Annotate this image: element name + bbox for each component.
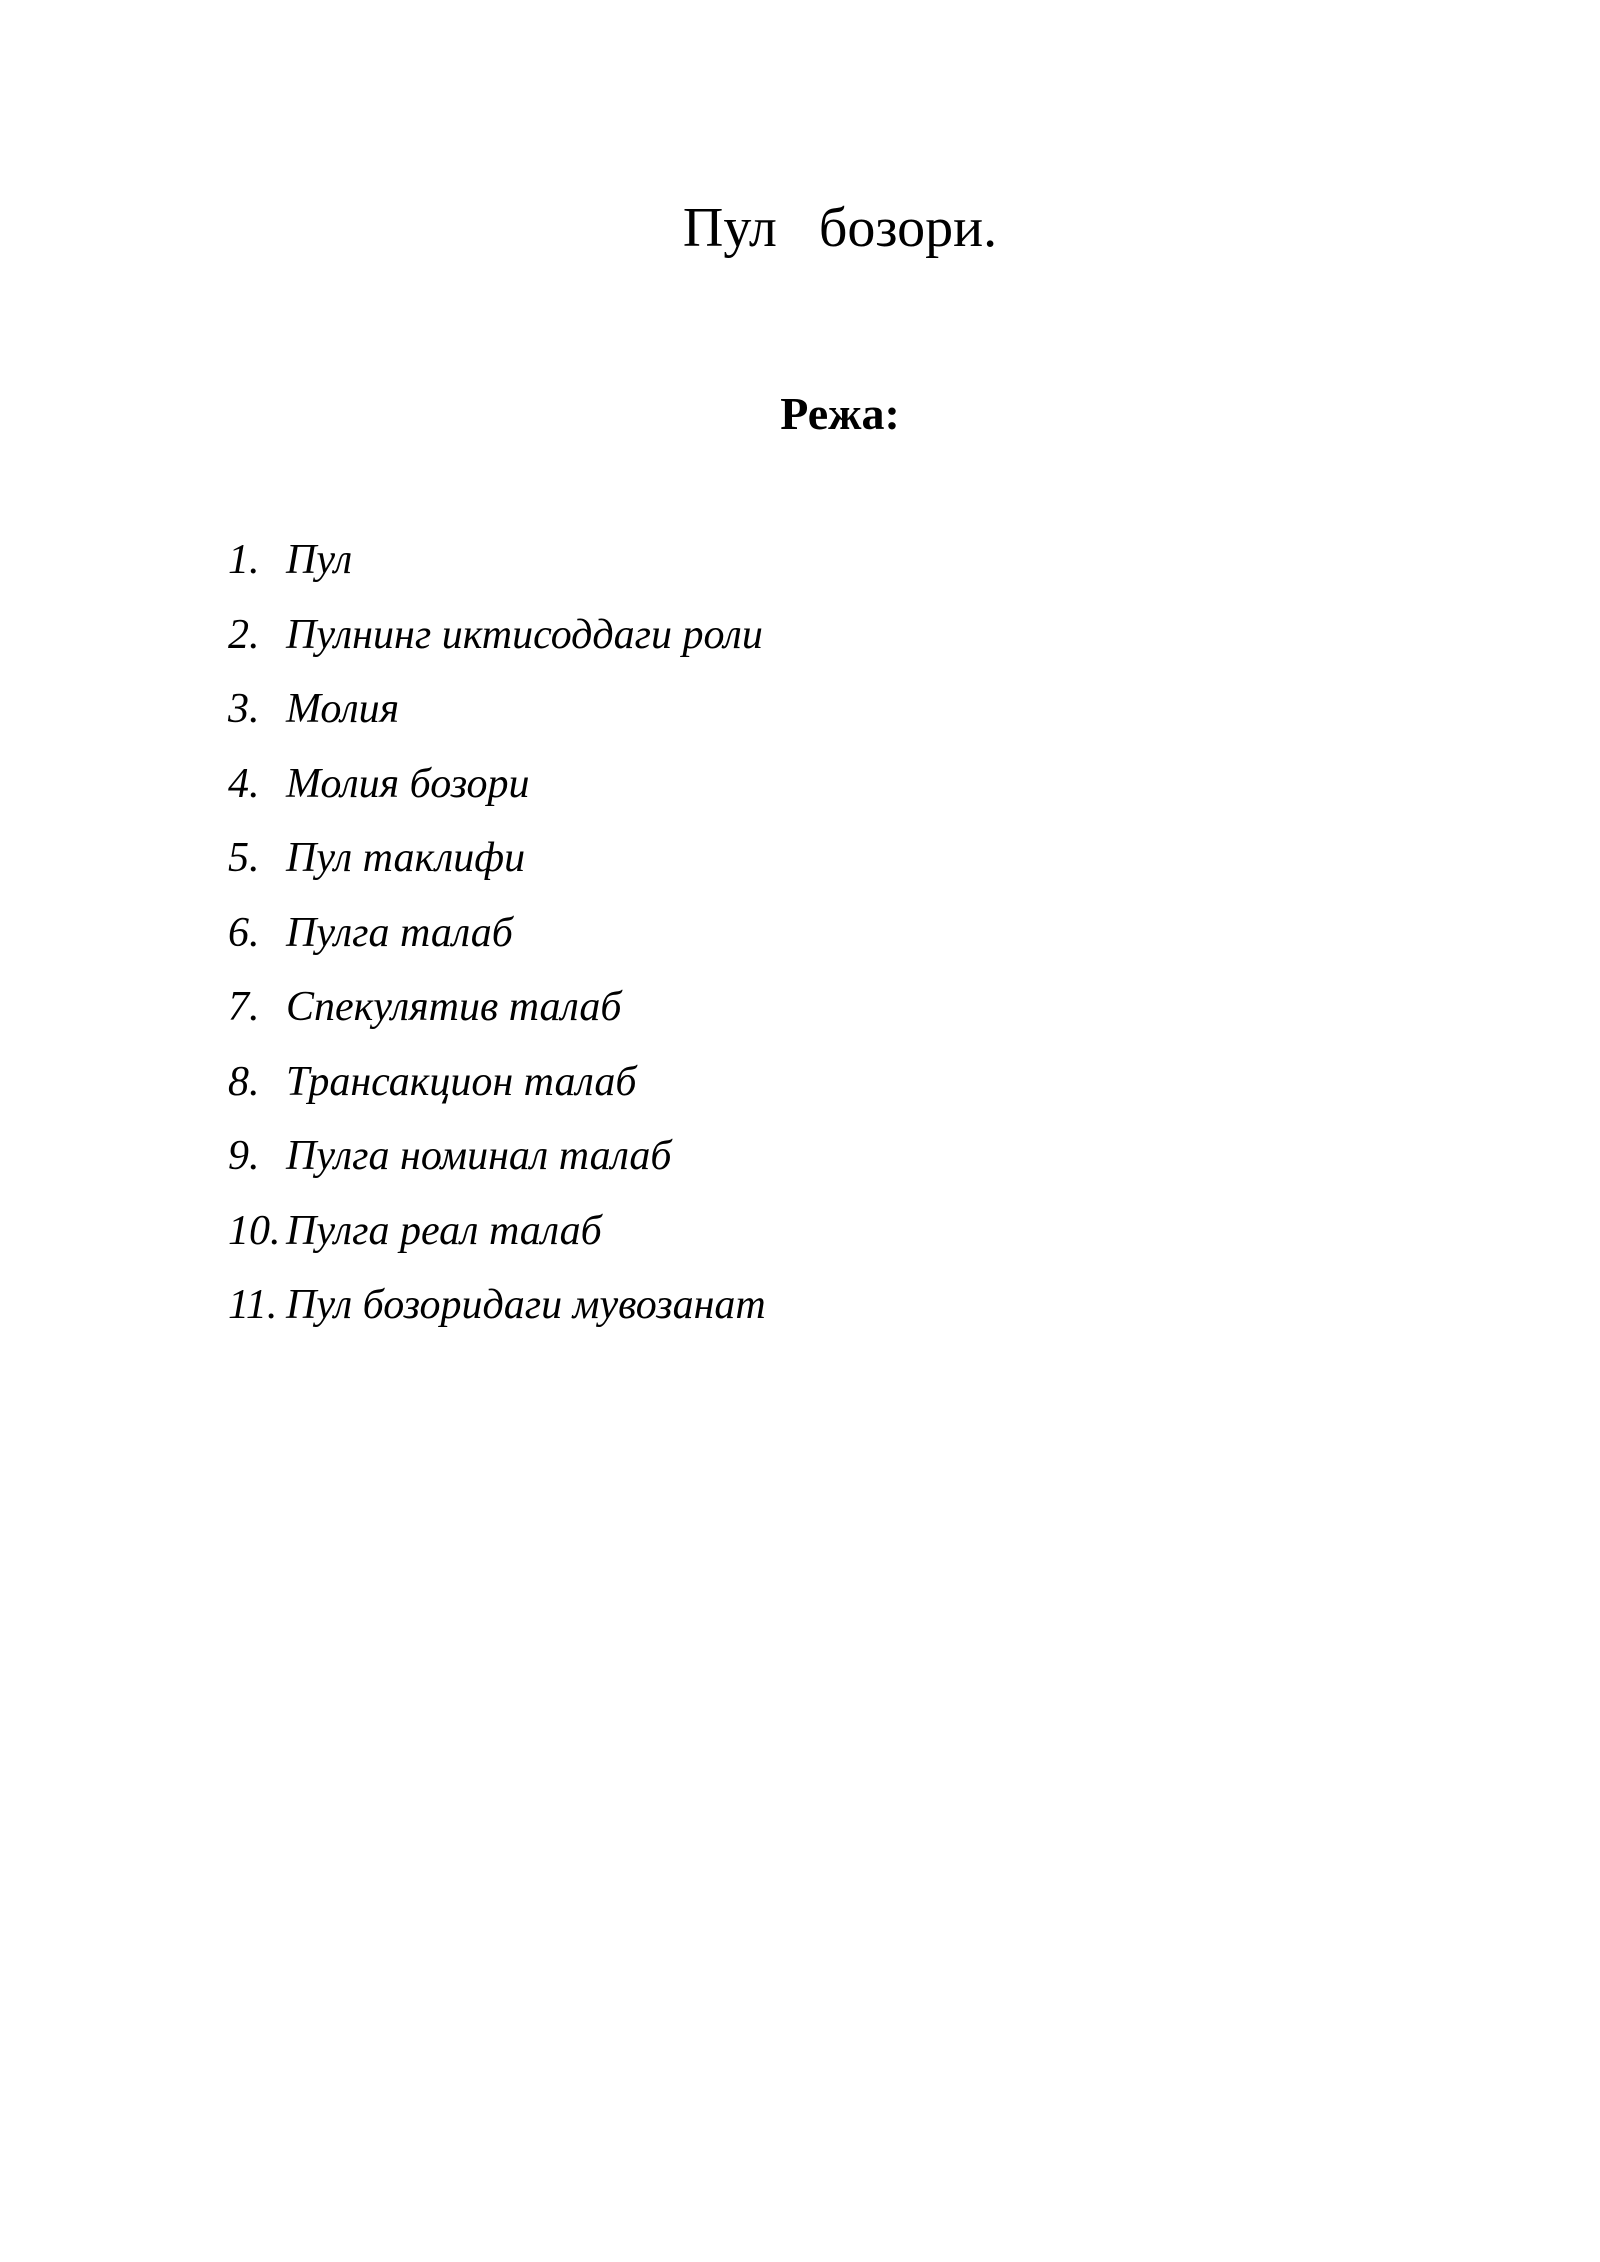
list-item (228, 1201, 766, 1276)
list-item-number: 8. (228, 1058, 260, 1105)
list-item (228, 679, 766, 754)
list-item-number: 10. (228, 1207, 281, 1254)
list-item (228, 1126, 766, 1201)
list-item (228, 530, 766, 605)
list-item-text: Пулга реал талаб (286, 1207, 602, 1254)
list-item-text: Пулга талаб (286, 909, 513, 956)
list-item-text: Трансакцион талаб (286, 1058, 637, 1105)
list-item-text: Молия (286, 686, 400, 732)
list-item-number: 1. (228, 537, 260, 583)
list-item-text: Пул таклифи (286, 835, 526, 881)
list-item-number: 4. (228, 760, 260, 807)
list-item (228, 605, 766, 680)
plan-list (228, 530, 766, 1350)
list-item-number: 9. (228, 1133, 260, 1179)
list-item (228, 828, 766, 903)
list-item-text: Молия бозори (286, 760, 530, 807)
list-item-number: 6. (228, 909, 260, 956)
list-item-number: 5. (228, 835, 260, 881)
list-item-text: Пул (286, 537, 353, 583)
list-item-text: Пулга номинал талаб (286, 1133, 672, 1179)
list-item (228, 754, 766, 829)
plan-heading: Режа: (780, 388, 900, 439)
list-item-number: 2. (228, 611, 260, 658)
list-item (228, 977, 766, 1052)
document-title: Пул бозори. (682, 197, 998, 259)
list-item-text: Спекулятив талаб (286, 984, 622, 1030)
list-item-text: Пулнинг иктисоддаги роли (286, 611, 763, 658)
list-item-text: Пул бозоридаги мувозанат (286, 1282, 766, 1328)
list-item-number: 11. (228, 1282, 278, 1328)
list-item (228, 903, 766, 978)
list-item-number: 7. (228, 984, 260, 1030)
list-item (228, 1052, 766, 1127)
list-item (228, 1275, 766, 1350)
list-item-number: 3. (228, 686, 260, 732)
